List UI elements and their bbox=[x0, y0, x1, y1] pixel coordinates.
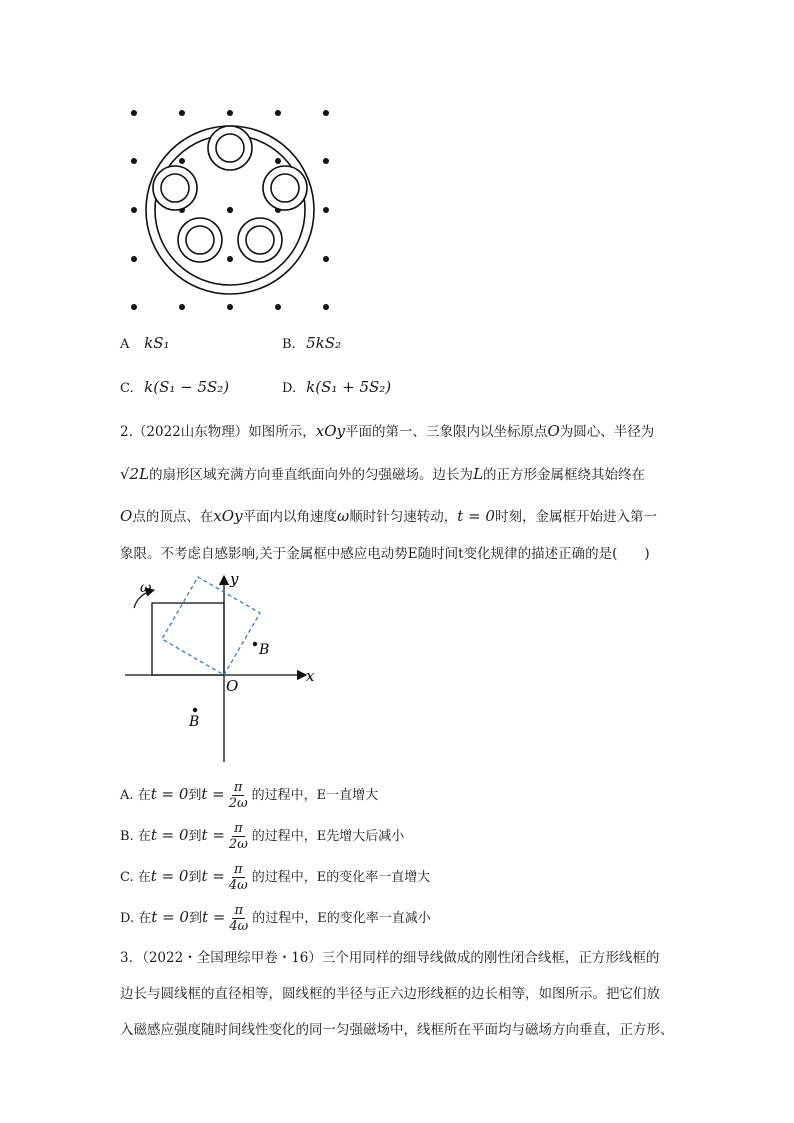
q2-line-4: 象限。不考虑自感影响,关于金属框中感应电动势E随时间t变化规律的描述正确的是( ) bbox=[120, 546, 650, 562]
q2-line-2: √2L的扇形区域充满方向垂直纸面向外的匀强磁场。边长为L的正方形金属框绕其始终在 bbox=[120, 465, 646, 483]
q1-option-d[interactable]: D. k(S₁ + 5S₂) bbox=[282, 378, 392, 396]
field-label-b1: B bbox=[259, 642, 270, 658]
small-loop-left bbox=[153, 166, 197, 210]
q2-option-a[interactable]: A. 在t = 0到t = $\frac{\pi}{2\omega}$ 的过程中，E一直增大 bbox=[120, 780, 379, 811]
field-label-b2: B bbox=[189, 714, 200, 730]
rotated-frame-dashed bbox=[162, 577, 260, 675]
q2-option-c[interactable]: C. 在t = 0到t = $\frac{\pi}{4\omega}$ 的过程中，E的变化率一直增大 bbox=[120, 862, 431, 893]
q2-option-b[interactable]: B. 在t = 0到t = $\frac{\pi}{2\omega}$ 的过程中，E先增大后减小 bbox=[120, 821, 405, 852]
small-loop-right bbox=[263, 166, 307, 210]
q1-option-c[interactable]: C. k(S₁ − 5S₂) bbox=[120, 378, 230, 396]
figure-rotating-square bbox=[120, 568, 330, 768]
figure-magnetic-loops bbox=[120, 100, 340, 320]
omega-label: ω bbox=[140, 580, 152, 596]
q2-line-1: 2.（2022山东物理）如图所示，xOy平面的第一、三象限内以坐标原点O为圆心、半径为 bbox=[120, 422, 655, 440]
q2-line-3: O点的顶点、在xOy平面内以角速度ω顺时针匀速转动，t = 0时刻，金属框开始进入第一 bbox=[120, 507, 657, 525]
small-loop-top bbox=[208, 126, 252, 170]
q3-line-2: 边长与圆线框的直径相等，圆线框的半径与正六边形线框的边长相等，如图所示。把它们放 bbox=[120, 986, 660, 1002]
q1-option-a[interactable]: A kS₁ bbox=[120, 334, 170, 352]
small-loop-bottom-left bbox=[178, 218, 222, 262]
metal-frame bbox=[152, 603, 224, 675]
q3-line-1: 3．（2022・全国理综甲卷・16）三个用同样的细导线做成的刚性闭合线框，正方形线框的 bbox=[120, 950, 660, 966]
origin-label: O bbox=[226, 677, 239, 695]
x-label: x bbox=[306, 667, 315, 685]
q3-line-3: 入磁感应强度随时间线性变化的同一匀强磁场中，线框所在平面均与磁场方向垂直，正方形、 bbox=[120, 1022, 674, 1038]
y-label: y bbox=[230, 570, 239, 588]
q2-option-d[interactable]: D. 在t = 0到t = $\frac{\pi}{4\omega}$ 的过程中，E的变化率一直减小 bbox=[120, 903, 431, 934]
small-loop-bottom-right bbox=[238, 218, 282, 262]
q1-option-b[interactable]: B. 5kS₂ bbox=[282, 334, 342, 352]
